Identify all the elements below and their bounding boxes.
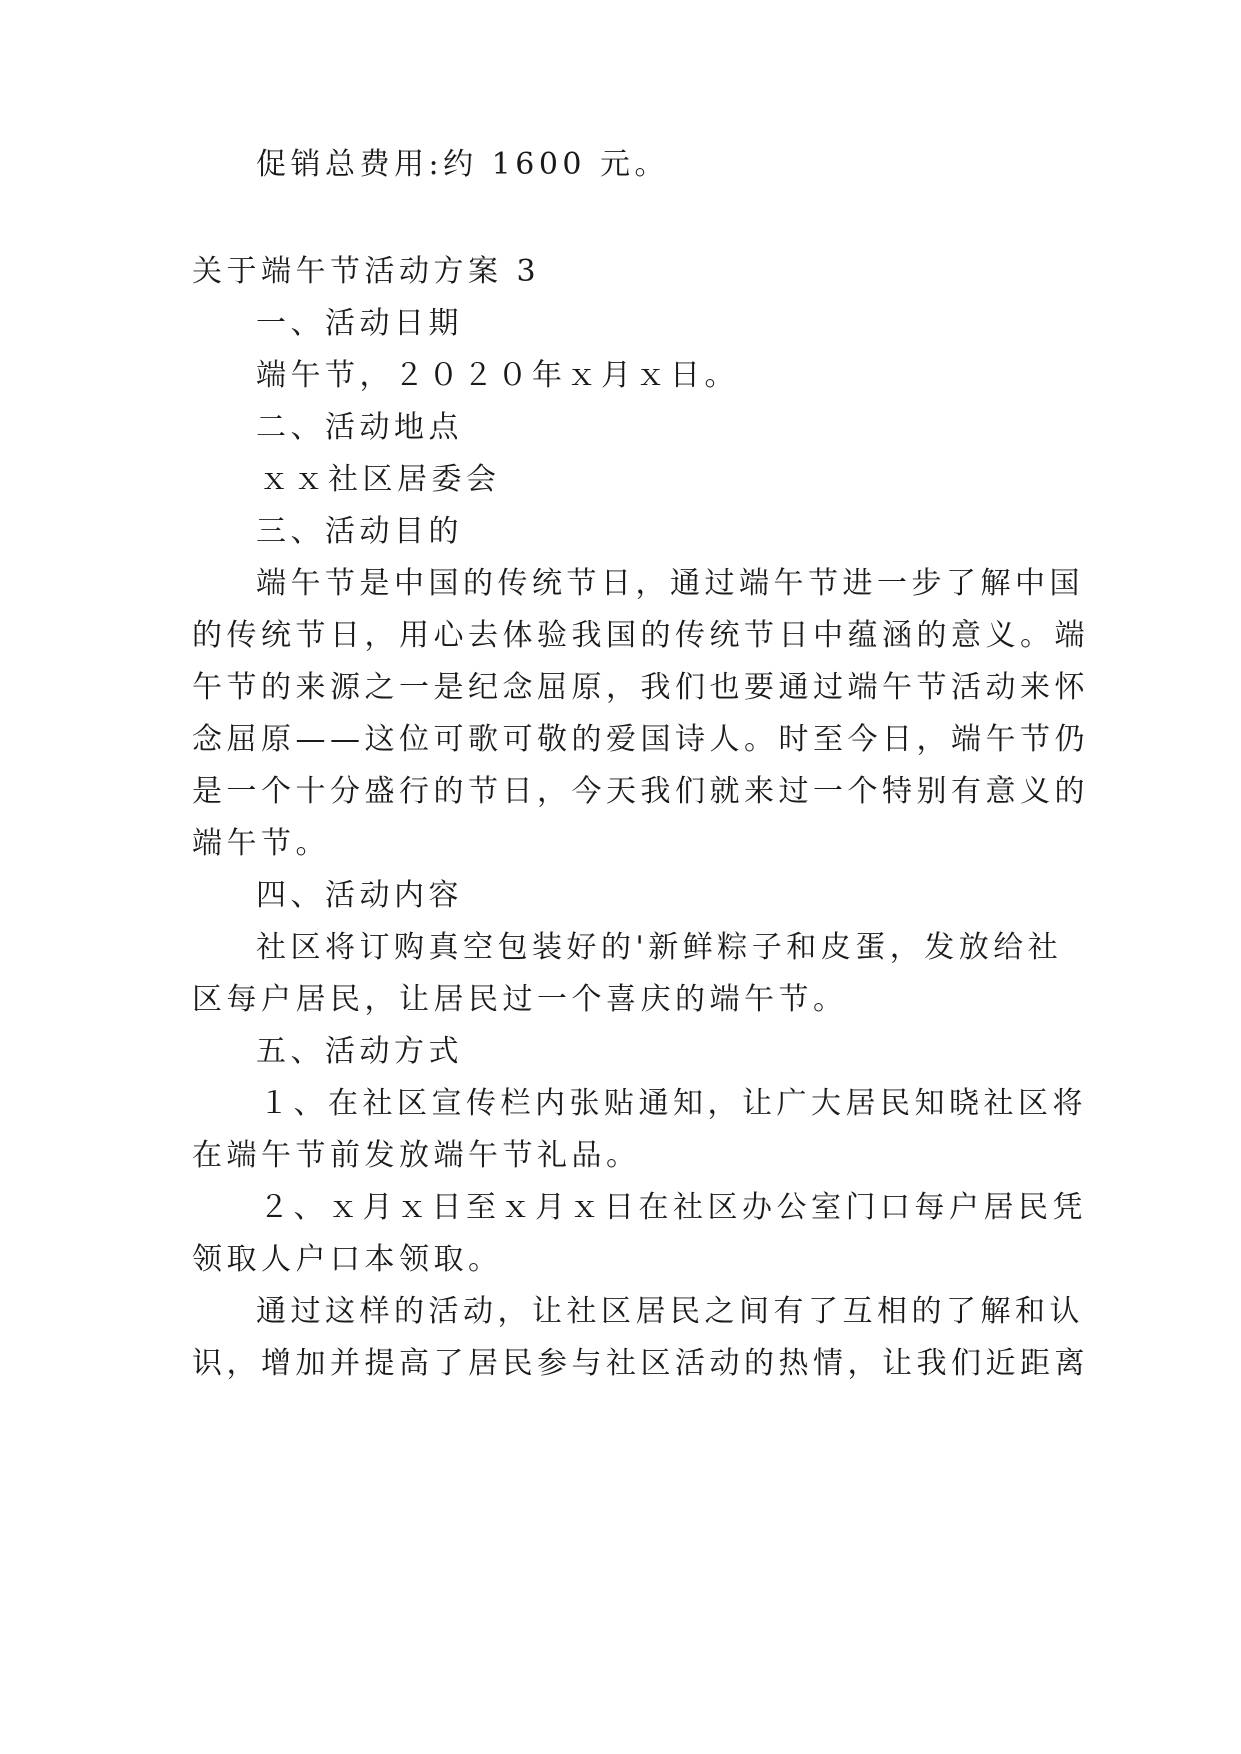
section-1-heading: 一、活动日期 xyxy=(256,306,463,341)
section-1-text: 端午节，２０２０年ｘ月ｘ日。 xyxy=(256,358,739,393)
section-3-paragraph-line: 午节的来源之一是纪念屈原，我们也要通过端午节活动来怀 xyxy=(192,670,1089,705)
closing-paragraph-line: 识，增加并提高了居民参与社区活动的热情，让我们近距离 xyxy=(192,1346,1089,1381)
promo-cost-line: 促销总费用:约 1600 元。 xyxy=(256,147,670,182)
section-5-heading: 五、活动方式 xyxy=(256,1034,463,1069)
section-2-heading: 二、活动地点 xyxy=(256,410,463,445)
section-5-item-1-line: 在端午节前发放端午节礼品。 xyxy=(192,1138,641,1173)
section-3-paragraph-line: 是一个十分盛行的节日，今天我们就来过一个特别有意义的 xyxy=(192,774,1089,809)
section-3-heading: 三、活动目的 xyxy=(256,514,463,549)
section-2-text: ｘｘ社区居委会 xyxy=(259,462,501,497)
section-3-paragraph-line: 端午节。 xyxy=(192,826,330,861)
section-4-paragraph-line: 区每户居民，让居民过一个喜庆的端午节。 xyxy=(192,982,848,1017)
section-3-paragraph-line: 端午节是中国的传统节日，通过端午节进一步了解中国 xyxy=(256,566,1084,601)
section-5-item-2-line: 领取人户口本领取。 xyxy=(192,1242,503,1277)
document-title: 关于端午节活动方案 3 xyxy=(192,254,541,289)
section-4-paragraph-line: 社区将订购真空包装好的'新鲜粽子和皮蛋，发放给社 xyxy=(256,930,1063,965)
section-3-paragraph-line: 念屈原——这位可歌可敬的爱国诗人。时至今日，端午节仍 xyxy=(192,722,1089,757)
section-5-item-1-line: １、在社区宣传栏内张贴通知，让广大居民知晓社区将 xyxy=(259,1086,1087,1121)
section-3-paragraph-line: 的传统节日，用心去体验我国的传统节日中蕴涵的意义。端 xyxy=(192,618,1089,653)
closing-paragraph-line: 通过这样的活动，让社区居民之间有了互相的了解和认 xyxy=(256,1294,1084,1329)
section-5-item-2-line: ２、ｘ月ｘ日至ｘ月ｘ日在社区办公室门口每户居民凭 xyxy=(259,1190,1087,1225)
section-4-heading: 四、活动内容 xyxy=(256,878,463,913)
